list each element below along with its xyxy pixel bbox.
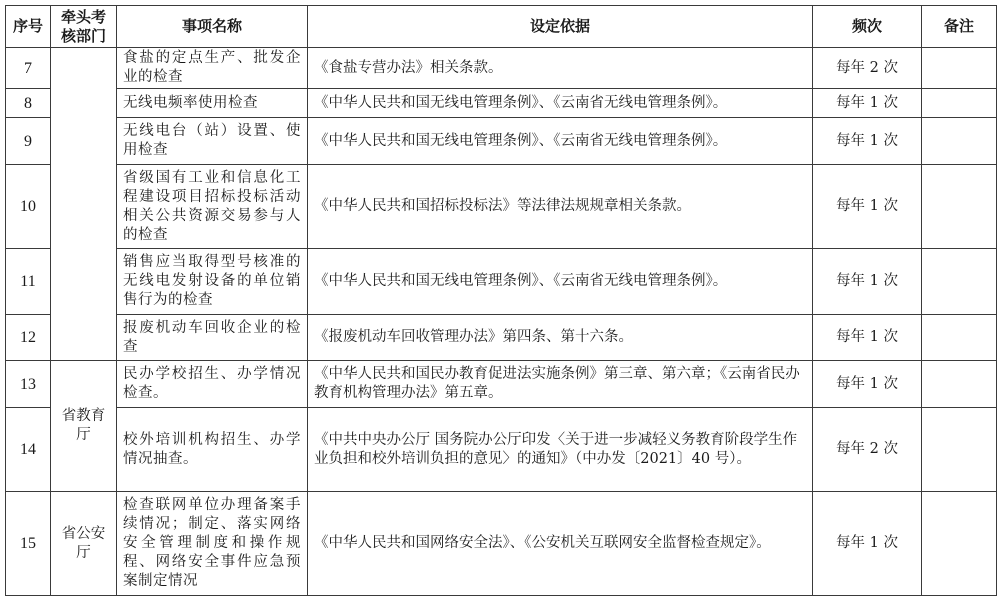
frequency: 每年 1 次 xyxy=(813,492,922,596)
frequency: 每年 1 次 xyxy=(813,249,922,315)
remarks xyxy=(922,249,997,315)
item-name: 食盐的定点生产、批发企业的检查 xyxy=(117,48,308,89)
inspection-table xyxy=(5,5,997,596)
table-row xyxy=(6,361,997,408)
table-row xyxy=(6,408,997,492)
table-row xyxy=(6,89,997,118)
remarks xyxy=(922,492,997,596)
frequency: 每年 1 次 xyxy=(813,315,922,361)
department-cell xyxy=(51,48,117,361)
item-name: 无线电频率使用检查 xyxy=(117,89,308,118)
col-header-item-name: 事项名称 xyxy=(117,6,308,48)
frequency: 每年 1 次 xyxy=(813,89,922,118)
row-number: 8 xyxy=(6,89,51,118)
col-header-frequency: 频次 xyxy=(813,6,922,48)
remarks xyxy=(922,361,997,408)
remarks xyxy=(922,315,997,361)
table-row xyxy=(6,48,997,89)
department-cell: 省公安厅 xyxy=(51,492,117,596)
remarks xyxy=(922,48,997,89)
item-name: 检查联网单位办理备案手续情况；制定、落实网络安全管理制度和操作规程、网络安全事件应急预案制定情况 xyxy=(117,492,308,596)
col-header-remarks: 备注 xyxy=(922,6,997,48)
item-name: 校外培训机构招生、办学情况抽查。 xyxy=(117,408,308,492)
item-name: 无线电台（站）设置、使用检查 xyxy=(117,118,308,165)
legal-basis: 《中华人民共和国网络安全法》、《公安机关互联网安全监督检查规定》。 xyxy=(308,492,813,596)
frequency: 每年 2 次 xyxy=(813,48,922,89)
department-cell: 省教育厅 xyxy=(51,361,117,492)
legal-basis: 《中华人民共和国招标投标法》等法律法规规章相关条款。 xyxy=(308,165,813,249)
remarks xyxy=(922,89,997,118)
legal-basis: 《中华人民共和国民办教育促进法实施条例》第三章、第六章；《云南省民办教育机构管理办法》第五章。 xyxy=(308,361,813,408)
header-row xyxy=(6,6,997,48)
table-row xyxy=(6,118,997,165)
frequency: 每年 2 次 xyxy=(813,408,922,492)
frequency: 每年 1 次 xyxy=(813,165,922,249)
row-number: 14 xyxy=(6,408,51,492)
frequency: 每年 1 次 xyxy=(813,118,922,165)
remarks xyxy=(922,408,997,492)
frequency: 每年 1 次 xyxy=(813,361,922,408)
table-row xyxy=(6,249,997,315)
row-number: 15 xyxy=(6,492,51,596)
row-number: 7 xyxy=(6,48,51,89)
item-name: 报废机动车回收企业的检查 xyxy=(117,315,308,361)
row-number: 10 xyxy=(6,165,51,249)
legal-basis: 《中共中央办公厅 国务院办公厅印发〈关于进一步减轻义务教育阶段学生作业负担和校外培训负担的意见〉的通知》（中办发〔2021〕40 号）。 xyxy=(308,408,813,492)
row-number: 12 xyxy=(6,315,51,361)
item-name: 民办学校招生、办学情况检查。 xyxy=(117,361,308,408)
col-header-legal-basis: 设定依据 xyxy=(308,6,813,48)
legal-basis: 《报废机动车回收管理办法》第四条、第十六条。 xyxy=(308,315,813,361)
legal-basis: 《中华人民共和国无线电管理条例》、《云南省无线电管理条例》。 xyxy=(308,249,813,315)
item-name: 省级国有工业和信息化工程建设项目招标投标活动相关公共资源交易参与人的检查 xyxy=(117,165,308,249)
row-number: 13 xyxy=(6,361,51,408)
legal-basis: 《食盐专营办法》相关条款。 xyxy=(308,48,813,89)
item-name: 销售应当取得型号核准的无线电发射设备的单位销售行为的检查 xyxy=(117,249,308,315)
legal-basis: 《中华人民共和国无线电管理条例》、《云南省无线电管理条例》。 xyxy=(308,118,813,165)
row-number: 9 xyxy=(6,118,51,165)
remarks xyxy=(922,165,997,249)
table-row xyxy=(6,165,997,249)
col-header-number: 序号 xyxy=(6,6,51,48)
table-row xyxy=(6,492,997,596)
row-number: 11 xyxy=(6,249,51,315)
remarks xyxy=(922,118,997,165)
table-row xyxy=(6,315,997,361)
legal-basis: 《中华人民共和国无线电管理条例》、《云南省无线电管理条例》。 xyxy=(308,89,813,118)
col-header-department: 牵头考核部门 xyxy=(51,6,117,48)
